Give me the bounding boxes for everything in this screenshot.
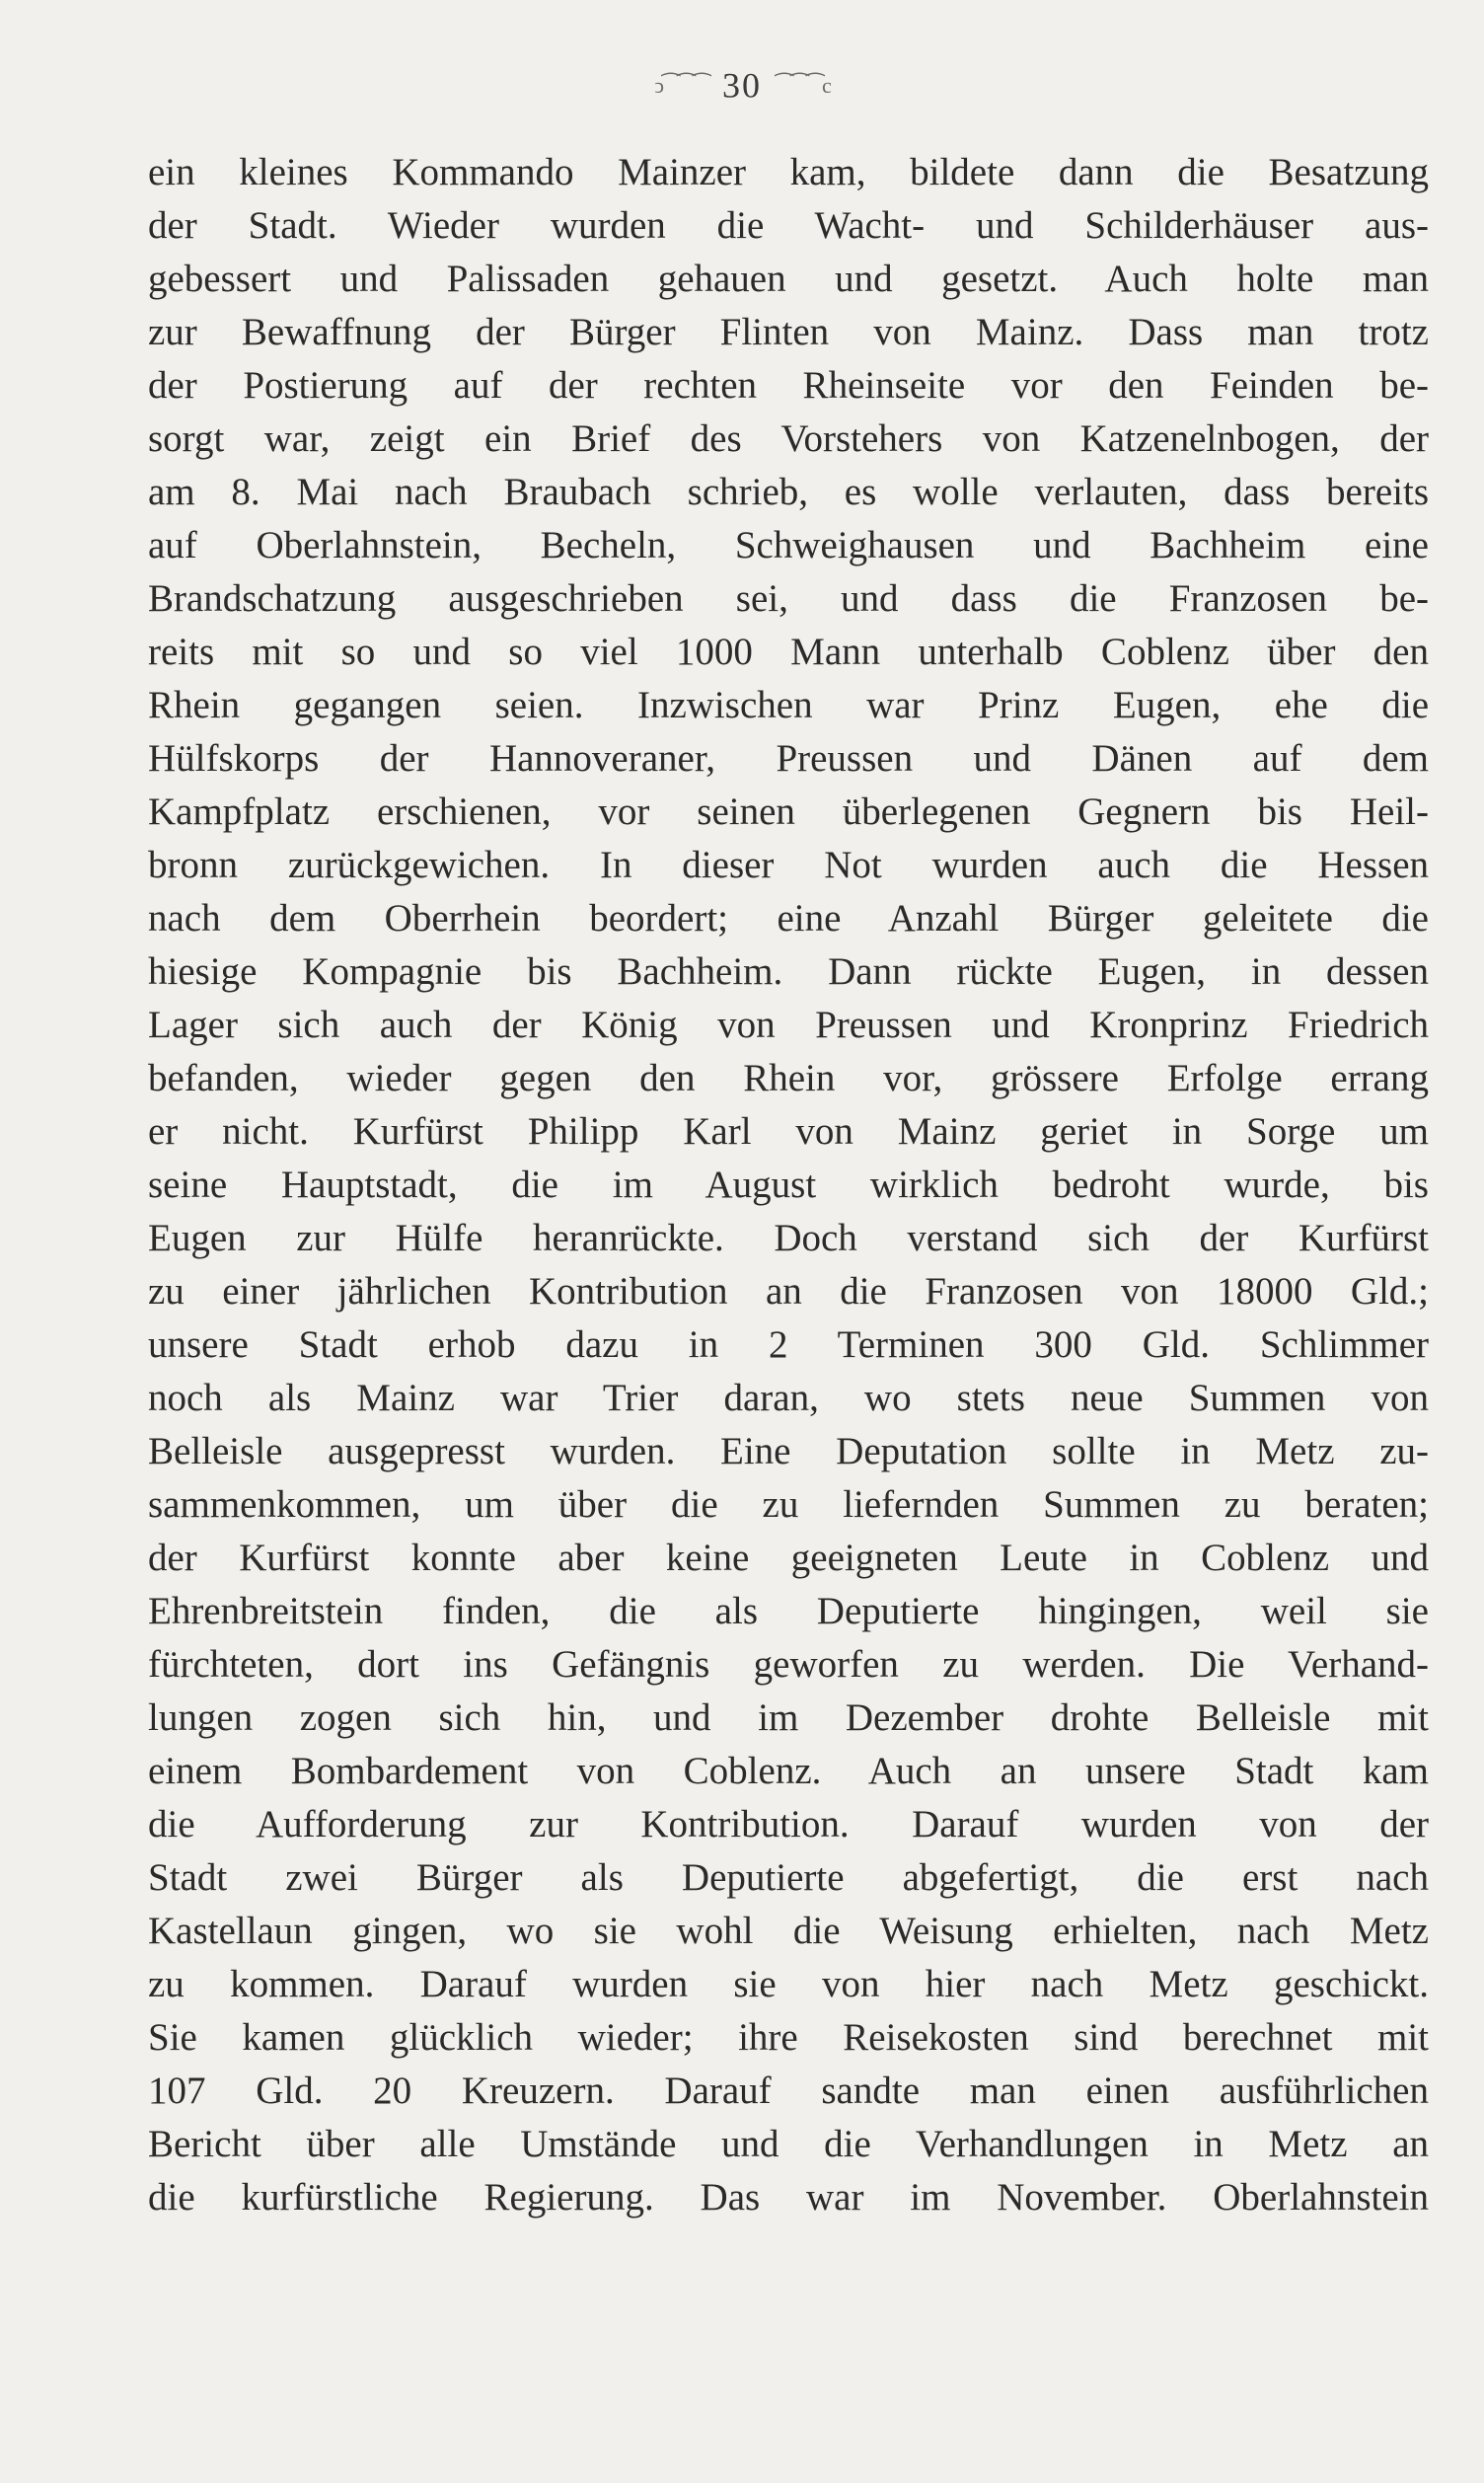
text-line: Kastellaun gingen, wo sie wohl die Weisung erhielten, nach Metz [148, 1910, 1429, 1952]
text-line: noch als Mainz war Trier daran, wo stets neue Summen von [148, 1377, 1429, 1419]
text-line: seine Hauptstadt, die im August wirklich bedroht wurde, bis [148, 1164, 1429, 1206]
text-line: zu einer jährlichen Kontribution an die Franzosen von 18000 Gld.; [148, 1270, 1429, 1313]
text-line: Hülfskorps der Hannoveraner, Preussen und Dänen auf dem [148, 737, 1429, 780]
text-line: Belleisle ausgepresst wurden. Eine Deputation sollte in Metz zu- [148, 1430, 1429, 1472]
text-line: zu kommen. Darauf wurden sie von hier nach Metz geschickt. [148, 1963, 1429, 2005]
text-line: Stadt zwei Bürger als Deputierte abgefertigt, die erst nach [148, 1856, 1429, 1899]
text-line: zur Bewaffnung der Bürger Flinten von Mainz. Dass man trotz [148, 311, 1429, 353]
text-line: sammenkommen, um über die zu liefernden Summen zu beraten; [148, 1483, 1429, 1526]
text-line: auf Oberlahnstein, Becheln, Schweighausen und Bachheim eine [148, 524, 1429, 566]
text-line: 107 Gld. 20 Kreuzern. Darauf sandte man einen ausführlichen [148, 2069, 1429, 2112]
text-line: Rhein gegangen seien. Inzwischen war Prinz Eugen, ehe die [148, 684, 1429, 726]
text-line: Lager sich auch der König von Preussen und Kronprinz Friedrich [148, 1004, 1429, 1046]
text-line: Kampfplatz erschienen, vor seinen überlegenen Gegnern bis Heil- [148, 790, 1429, 833]
text-line: der Kurfürst konnte aber keine geeigneten Leute in Coblenz und [148, 1537, 1429, 1579]
text-line: der Postierung auf der rechten Rheinseite vor den Feinden be- [148, 364, 1429, 407]
page-number: 30 [722, 65, 762, 106]
text-line: die Aufforderung zur Kontribution. Darauf wurden von der [148, 1803, 1429, 1845]
text-line: hiesige Kompagnie bis Bachheim. Dann rückte Eugen, in dessen [148, 950, 1429, 993]
text-line: sorgt war, zeigt ein Brief des Vorstehers von Katzenelnbogen, der [148, 417, 1429, 460]
text-line: befanden, wieder gegen den Rhein vor, grössere Erfolge errang [148, 1057, 1429, 1099]
text-line: fürchteten, dort ins Gefängnis geworfen zu werden. Die Verhand- [148, 1643, 1429, 1686]
text-line: ein kleines Kommando Mainzer kam, bildete dann die Besatzung [148, 151, 1429, 193]
text-line: Ehrenbreitstein finden, die als Deputierte hingingen, weil sie [148, 1590, 1429, 1632]
text-line: Eugen zur Hülfe heranrückte. Doch verstand sich der Kurfürst [148, 1217, 1429, 1259]
ornament-left-icon: ↄ⁀⁀⁀ [654, 72, 708, 98]
ornament-right-icon: ⁀⁀⁀c [776, 72, 830, 98]
text-line: am 8. Mai nach Braubach schrieb, es wolle verlauten, dass bereits [148, 471, 1429, 513]
text-line: reits mit so und so viel 1000 Mann unterhalb Coblenz über den [148, 631, 1429, 673]
text-line: gebessert und Palissaden gehauen und gesetzt. Auch holte man [148, 258, 1429, 300]
text-line: nach dem Oberrhein beordert; eine Anzahl Bürger geleitete die [148, 897, 1429, 940]
text-line: er nicht. Kurfürst Philipp Karl von Mainz geriet in Sorge um [148, 1110, 1429, 1153]
text-line: Sie kamen glücklich wieder; ihre Reisekosten sind berechnet mit [148, 2016, 1429, 2059]
text-line: einem Bombardement von Coblenz. Auch an unsere Stadt kam [148, 1750, 1429, 1792]
text-line: bronn zurückgewichen. In dieser Not wurden auch die Hessen [148, 844, 1429, 886]
text-line: Brandschatzung ausgeschrieben sei, und dass die Franzosen be- [148, 577, 1429, 620]
text-line: die kurfürstliche Regierung. Das war im November. Oberlahnstein [148, 2176, 1429, 2219]
page-header [0, 61, 1484, 107]
text-line: Bericht über alle Umstände und die Verhandlungen in Metz an [148, 2123, 1429, 2165]
text-line: lungen zogen sich hin, und im Dezember drohte Belleisle mit [148, 1696, 1429, 1739]
body-text [148, 146, 1429, 2224]
text-line: unsere Stadt erhob dazu in 2 Terminen 300 Gld. Schlimmer [148, 1323, 1429, 1366]
text-line: der Stadt. Wieder wurden die Wacht- und Schilderhäuser aus- [148, 204, 1429, 247]
